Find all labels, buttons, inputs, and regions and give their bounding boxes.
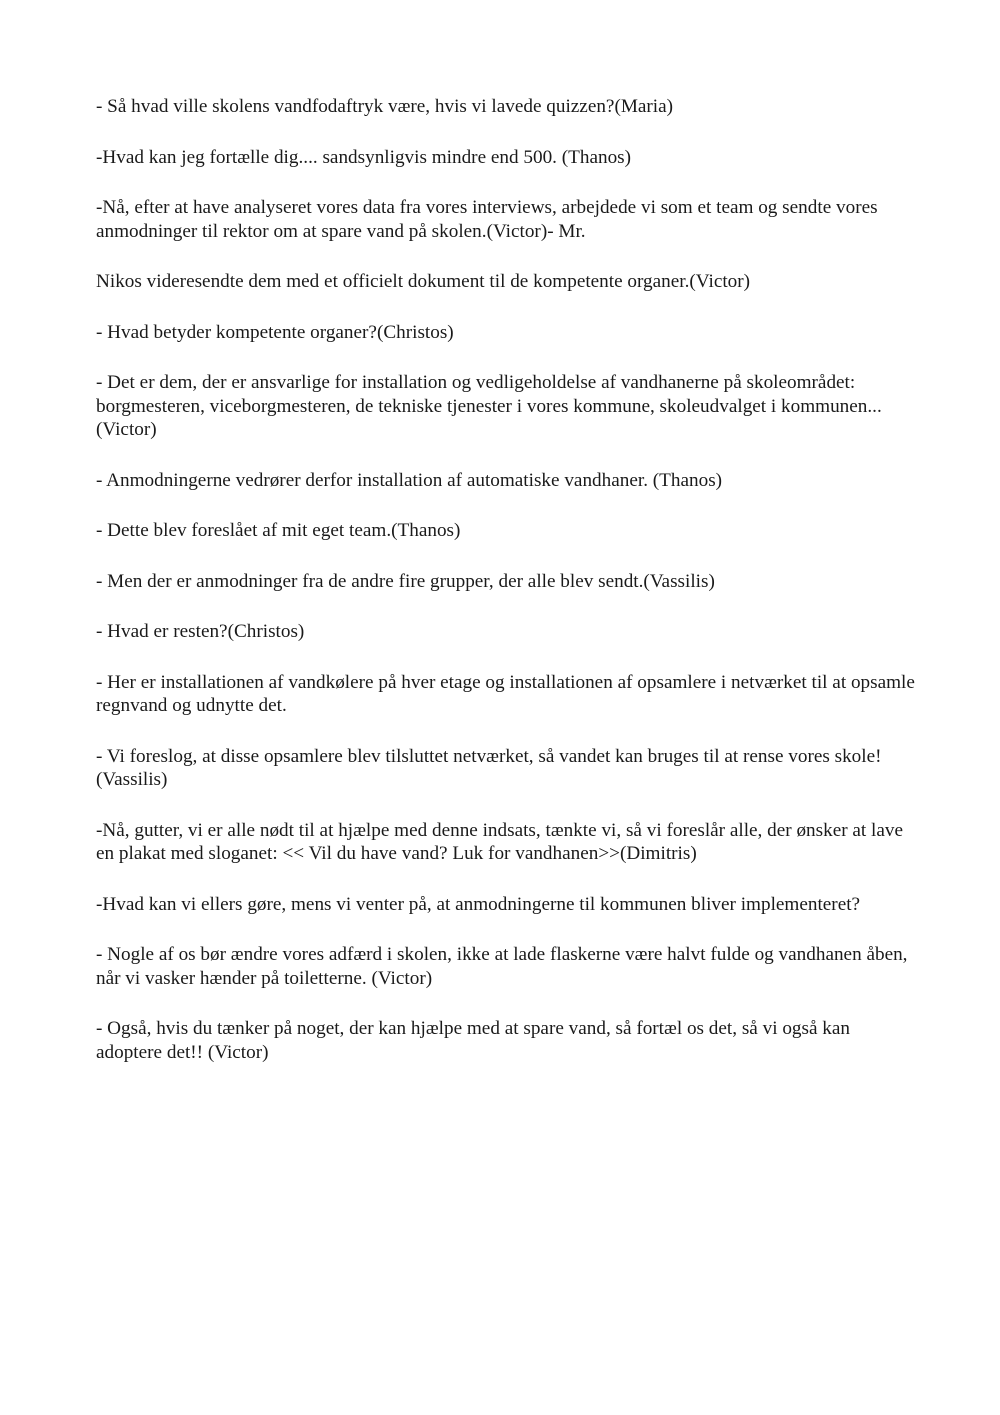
dialogue-line: -Hvad kan jeg fortælle dig.... sandsynligvis mindre end 500. (Thanos) xyxy=(96,146,632,168)
dialogue-line: -Hvad kan vi ellers gøre, mens vi venter på, at anmodningerne til kommunen bliver implementeret? xyxy=(96,893,861,915)
dialogue-line: -Nå, gutter, vi er alle nødt til at hjælpe med denne indsats, tænkte vi, så vi foreslår alle, der ønsker at lave en plakat med sloganet: << Vil du have vand? Luk for vandhanen>>(Dimitris) xyxy=(96,819,903,864)
dialogue-line: - Nogle af os bør ændre vores adfærd i skolen, ikke at lade flaskerne være halvt fulde og vandhanen åben, når vi vasker hænder på toiletterne. (Victor) xyxy=(96,944,908,989)
dialogue-line: - Dette blev foreslået af mit eget team.(Thanos) xyxy=(96,520,461,541)
dialogue-line: - Det er dem, der er ansvarlige for installation og vedligeholdelse af vandhanerne på skoleområdet: borgmesteren, viceborgmesteren, de tekniske tjenester i vores kommune, skoleudvalget i kommunen... (Victor) xyxy=(96,372,882,440)
dialogue-line: - Anmodningerne vedrører derfor installation af automatiske vandhaner. (Thanos) xyxy=(96,469,723,491)
dialogue-line: - Vi foreslog, at disse opsamlere blev tilsluttet netværket, så vandet kan bruges til at rense vores skole! (Vassilis) xyxy=(96,745,882,790)
document-page xyxy=(96,95,916,1091)
dialogue-line: - Hvad er resten?(Christos) xyxy=(96,621,305,642)
dialogue-line: - Hvad betyder kompetente organer?(Christos) xyxy=(96,321,454,343)
dialogue-line: - Her er installationen af vandkølere på hver etage og installationen af opsamlere i netværket til at opsamle regnvand og udnytte det. xyxy=(96,671,915,716)
dialogue-line: - Også, hvis du tænker på noget, der kan hjælpe med at spare vand, så fortæl os det, så vi også kan adoptere det!! (Victor) xyxy=(96,1018,851,1063)
dialogue-line: -Nå, efter at have analyseret vores data fra vores interviews, arbejdede vi som et team og sendte vores anmodninger til rektor om at spare vand på skolen.(Victor)- Mr. xyxy=(96,197,878,242)
dialogue-line: Nikos videresendte dem med et officielt dokument til de kompetente organer.(Victor) xyxy=(96,271,751,292)
dialogue-line: - Men der er anmodninger fra de andre fire grupper, der alle blev sendt.(Vassilis) xyxy=(96,570,715,592)
dialogue-line: - Så hvad ville skolens vandfodaftryk være, hvis vi lavede quizzen?(Maria) xyxy=(96,96,674,117)
